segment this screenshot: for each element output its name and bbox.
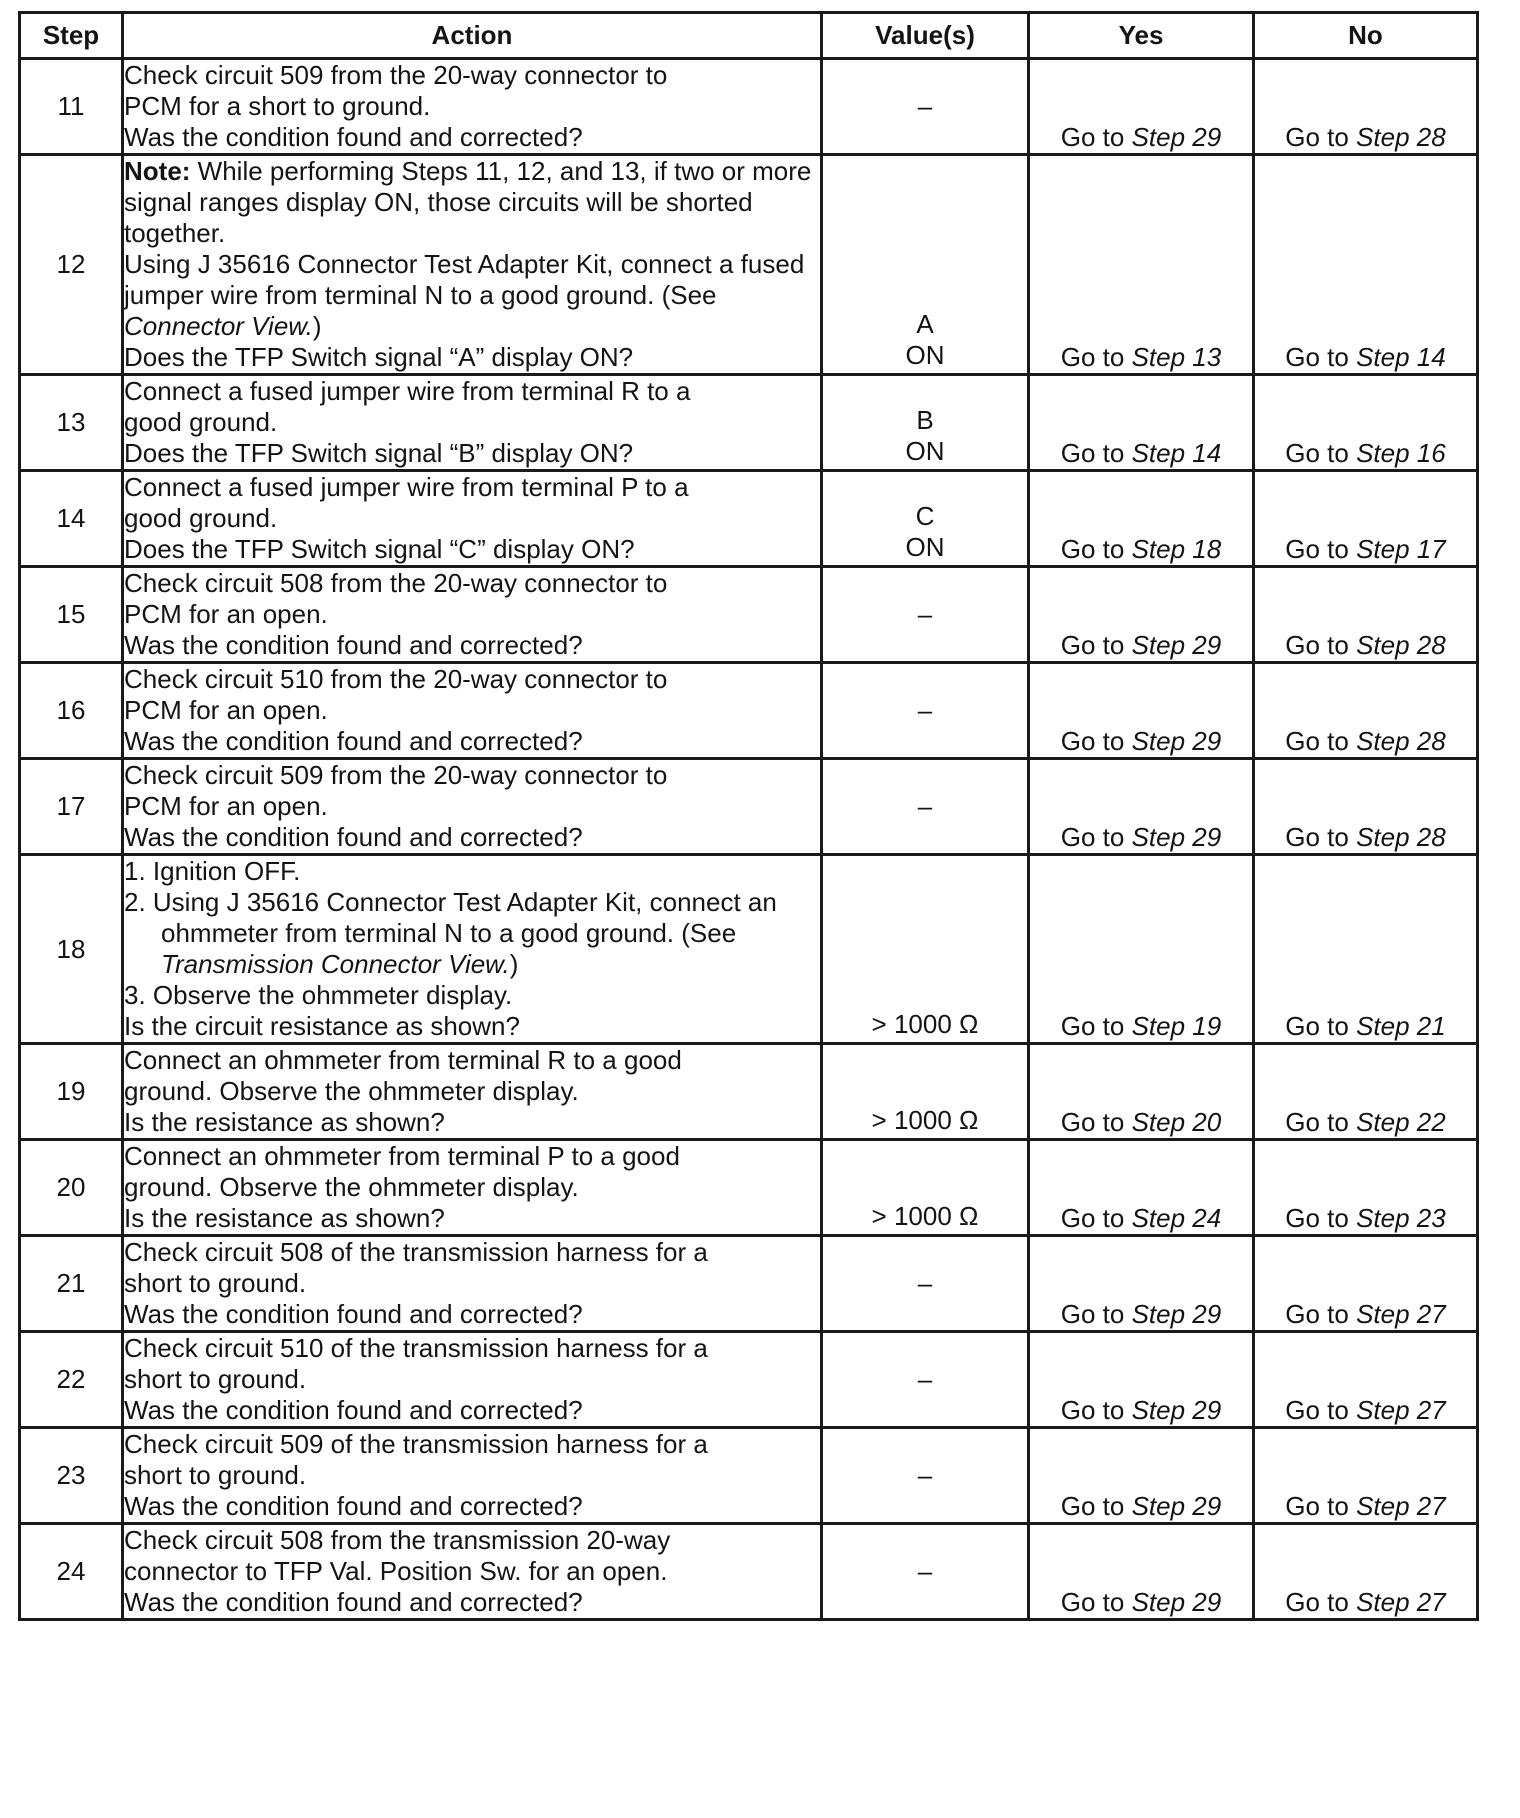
goto-yes-text: Go to Step 29 [1060,122,1222,152]
goto-yes-text: Go to Step 29 [1060,1395,1222,1425]
action-question: Does the TFP Switch signal “A” display ON? [124,342,634,372]
goto-yes-text: Go to Step 29 [1060,1587,1222,1617]
goto-no-text: Go to Step 28 [1285,822,1446,852]
step-ref: Step 19 [1131,1011,1222,1041]
step-ref: Step 29 [1131,822,1222,852]
action-cell [123,471,822,567]
goto-no-text: Go to Step 14 [1285,342,1446,372]
step-number: 14 [20,471,123,567]
action-text: Is the resistance as shown? [124,1107,445,1137]
column-header-step: Step [20,13,123,59]
action-text: Was the condition found and corrected? [124,822,583,852]
no-cell [1254,155,1478,375]
goto-no-text: Go to Step 27 [1285,1587,1446,1617]
step-number: 21 [20,1236,123,1332]
step-ref: Step 23 [1356,1203,1446,1233]
step-ref: Step 28 [1356,822,1446,852]
value-text: ON [905,340,945,370]
step-ref: Step 29 [1131,726,1222,756]
step-ref: Step 27 [1356,1395,1446,1425]
action-cell [123,375,822,471]
yes-cell [1029,375,1254,471]
table-row [20,1332,1478,1428]
value-cell [822,1332,1029,1428]
action-question: Is the circuit resistance as shown? [124,1011,520,1041]
value-text: > 1000 Ω [871,1009,979,1039]
step-number: 24 [20,1524,123,1620]
goto-yes-text: Go to Step 14 [1060,438,1222,468]
goto-yes-text: Go to Step 20 [1060,1107,1222,1137]
action-list-item: 1. Ignition OFF. [124,856,301,886]
no-cell [1254,855,1478,1044]
goto-yes-text: Go to Step 29 [1060,630,1222,660]
note-label: Note: [124,156,191,186]
action-text: Was the condition found and corrected? [124,726,583,756]
action-text: Check circuit 510 from the 20-way connector to [124,664,668,694]
table-row [20,1044,1478,1140]
step-ref: Step 29 [1131,1491,1222,1521]
value-text: B [916,405,934,435]
yes-cell [1029,663,1254,759]
value-cell [822,759,1029,855]
action-text: PCM for an open. [124,599,328,629]
value-text: > 1000 Ω [871,1201,979,1231]
action-text: good ground. [124,503,278,533]
no-cell [1254,1140,1478,1236]
action-text: ground. Observe the ohmmeter display. [124,1076,579,1106]
goto-no-text: Go to Step 28 [1285,726,1446,756]
step-number: 18 [20,855,123,1044]
table-row [20,1140,1478,1236]
value-text: – [917,1364,933,1394]
action-text: Using J 35616 Connector Test Adapter Kit, connect a fused jumper wire from terminal N to a good ground. (See Connector View.) [124,249,805,341]
step-ref: Step 16 [1356,438,1446,468]
action-text: Was the condition found and corrected? [124,1395,583,1425]
value-text: – [917,599,933,629]
action-text: Does the TFP Switch signal “C” display ON? [124,534,635,564]
step-ref: Step 28 [1356,630,1446,660]
yes-cell [1029,59,1254,155]
value-cell [822,855,1029,1044]
table-row [20,1236,1478,1332]
step-ref: Step 29 [1131,630,1222,660]
value-cell [822,663,1029,759]
step-number: 20 [20,1140,123,1236]
table-row [20,855,1478,1044]
yes-cell [1029,1044,1254,1140]
step-ref: Step 13 [1131,342,1222,372]
action-text: Was the condition found and corrected? [124,1491,583,1521]
goto-yes-text: Go to Step 29 [1060,1491,1222,1521]
action-text: Connect an ohmmeter from terminal R to a good [124,1045,682,1075]
action-text: Was the condition found and corrected? [124,122,583,152]
no-cell [1254,1044,1478,1140]
table-row [20,663,1478,759]
action-text: Does the TFP Switch signal “B” display ON? [124,438,634,468]
yes-cell [1029,471,1254,567]
action-cell [123,855,822,1044]
action-text: PCM for an open. [124,695,328,725]
goto-no-text: Go to Step 17 [1285,534,1446,564]
goto-yes-text: Go to Step 19 [1060,1011,1222,1041]
action-text: Check circuit 509 from the 20-way connector to [124,60,668,90]
action-cell [123,759,822,855]
step-ref: Step 14 [1356,342,1446,372]
action-text: Was the condition found and corrected? [124,1299,583,1329]
step-ref: Step 28 [1356,122,1446,152]
value-cell [822,1236,1029,1332]
value-text: – [917,1460,933,1490]
goto-no-text: Go to Step 21 [1285,1011,1446,1041]
action-text: Was the condition found and corrected? [124,630,583,660]
header-row [20,13,1478,59]
step-ref: Step 21 [1356,1011,1446,1041]
no-cell [1254,663,1478,759]
value-cell [822,375,1029,471]
column-header-action: Action [123,13,822,59]
goto-yes-text: Go to Step 13 [1060,342,1222,372]
action-text: Check circuit 509 from the 20-way connector to [124,760,668,790]
action-cell [123,1044,822,1140]
step-ref: Step 27 [1356,1299,1446,1329]
action-text: good ground. [124,407,278,437]
no-cell [1254,759,1478,855]
table-body [20,59,1478,1620]
value-text: – [917,695,933,725]
value-text: – [917,791,933,821]
value-text: ON [905,436,945,466]
action-text: ground. Observe the ohmmeter display. [124,1172,579,1202]
step-ref: Step 24 [1131,1203,1222,1233]
yes-cell [1029,1140,1254,1236]
no-cell [1254,375,1478,471]
action-text: Check circuit 508 of the transmission harness for a [124,1237,708,1267]
table-row [20,1428,1478,1524]
value-cell [822,567,1029,663]
action-cell [123,1140,822,1236]
action-cell [123,1332,822,1428]
value-cell [822,471,1029,567]
goto-no-text: Go to Step 27 [1285,1395,1446,1425]
action-text: connector to TFP Val. Position Sw. for an open. [124,1556,668,1586]
goto-yes-text: Go to Step 24 [1060,1203,1222,1233]
action-text: Check circuit 508 from the 20-way connector to [124,568,668,598]
table-row [20,759,1478,855]
step-ref: Step 14 [1131,438,1222,468]
step-number: 15 [20,567,123,663]
step-number: 12 [20,155,123,375]
diagnostic-table [18,11,1479,1621]
step-ref: Step 29 [1131,1299,1222,1329]
step-ref: Step 27 [1356,1587,1446,1617]
action-cell [123,1428,822,1524]
yes-cell [1029,1332,1254,1428]
action-cell [123,59,822,155]
goto-no-text: Go to Step 22 [1285,1107,1446,1137]
no-cell [1254,471,1478,567]
step-number: 22 [20,1332,123,1428]
no-cell [1254,1236,1478,1332]
goto-no-text: Go to Step 23 [1285,1203,1446,1233]
action-text: Connect a fused jumper wire from terminal R to a [124,376,691,406]
table-row [20,1524,1478,1620]
goto-no-text: Go to Step 16 [1285,438,1446,468]
goto-no-text: Go to Step 28 [1285,122,1446,152]
yes-cell [1029,855,1254,1044]
goto-yes-text: Go to Step 29 [1060,726,1222,756]
step-number: 11 [20,59,123,155]
goto-no-text: Go to Step 27 [1285,1491,1446,1521]
value-cell [822,1044,1029,1140]
no-cell [1254,1332,1478,1428]
step-number: 23 [20,1428,123,1524]
table-row [20,375,1478,471]
value-text: – [917,1556,933,1586]
goto-no-text: Go to Step 27 [1285,1299,1446,1329]
reference-link: Connector View. [124,311,313,341]
value-text: – [917,1268,933,1298]
step-ref: Step 29 [1131,122,1222,152]
action-cell [123,567,822,663]
action-cell [123,663,822,759]
value-text: – [917,91,933,121]
value-text: ON [905,532,945,562]
yes-cell [1029,1524,1254,1620]
action-cell [123,1524,822,1620]
action-text: Connect an ohmmeter from terminal P to a good [124,1141,680,1171]
action-note: Note: While performing Steps 11, 12, and 13, if two or more signal ranges display ON, those circuits will be shorted together. [124,156,812,248]
goto-no-text: Go to Step 28 [1285,630,1446,660]
action-text: Check circuit 508 from the transmission 20-way [124,1525,671,1555]
table-row [20,567,1478,663]
yes-cell [1029,1236,1254,1332]
step-ref: Step 29 [1131,1587,1222,1617]
action-text: Was the condition found and corrected? [124,1587,583,1617]
step-ref: Step 22 [1356,1107,1446,1137]
value-cell [822,155,1029,375]
no-cell [1254,1524,1478,1620]
action-text: Check circuit 509 of the transmission harness for a [124,1429,708,1459]
action-list-item: 3. Observe the ohmmeter display. [124,980,513,1010]
action-cell [123,1236,822,1332]
value-cell [822,59,1029,155]
value-cell [822,1140,1029,1236]
action-text: PCM for a short to ground. [124,91,431,121]
table-row [20,59,1478,155]
action-text: short to ground. [124,1364,307,1394]
reference-link: Transmission Connector View. [161,949,510,979]
yes-cell [1029,1428,1254,1524]
column-header-no: No [1254,13,1478,59]
value-text: A [916,309,934,339]
action-text: short to ground. [124,1460,307,1490]
action-text: short to ground. [124,1268,307,1298]
step-ref: Step 29 [1131,1395,1222,1425]
action-text: Is the resistance as shown? [124,1203,445,1233]
action-list-item: 2. Using J 35616 Connector Test Adapter Kit, connect an ohmmeter from terminal N to a good ground. (See Transmission Connector View.) [124,887,777,979]
no-cell [1254,59,1478,155]
action-text: PCM for an open. [124,791,328,821]
step-ref: Step 18 [1131,534,1222,564]
step-ref: Step 20 [1131,1107,1222,1137]
action-text: Check circuit 510 of the transmission harness for a [124,1333,708,1363]
step-number: 19 [20,1044,123,1140]
step-ref: Step 17 [1356,534,1446,564]
step-ref: Step 28 [1356,726,1446,756]
yes-cell [1029,759,1254,855]
step-ref: Step 27 [1356,1491,1446,1521]
value-cell [822,1524,1029,1620]
step-number: 13 [20,375,123,471]
action-text: Connect a fused jumper wire from terminal P to a [124,472,689,502]
column-header-yes: Yes [1029,13,1254,59]
step-number: 16 [20,663,123,759]
yes-cell [1029,155,1254,375]
table-row [20,471,1478,567]
value-text: > 1000 Ω [871,1105,979,1135]
goto-yes-text: Go to Step 18 [1060,534,1222,564]
no-cell [1254,1428,1478,1524]
value-text: C [915,501,935,531]
goto-yes-text: Go to Step 29 [1060,822,1222,852]
action-cell [123,155,822,375]
table-row [20,155,1478,375]
step-number: 17 [20,759,123,855]
column-header-values: Value(s) [822,13,1029,59]
value-cell [822,1428,1029,1524]
yes-cell [1029,567,1254,663]
goto-yes-text: Go to Step 29 [1060,1299,1222,1329]
no-cell [1254,567,1478,663]
